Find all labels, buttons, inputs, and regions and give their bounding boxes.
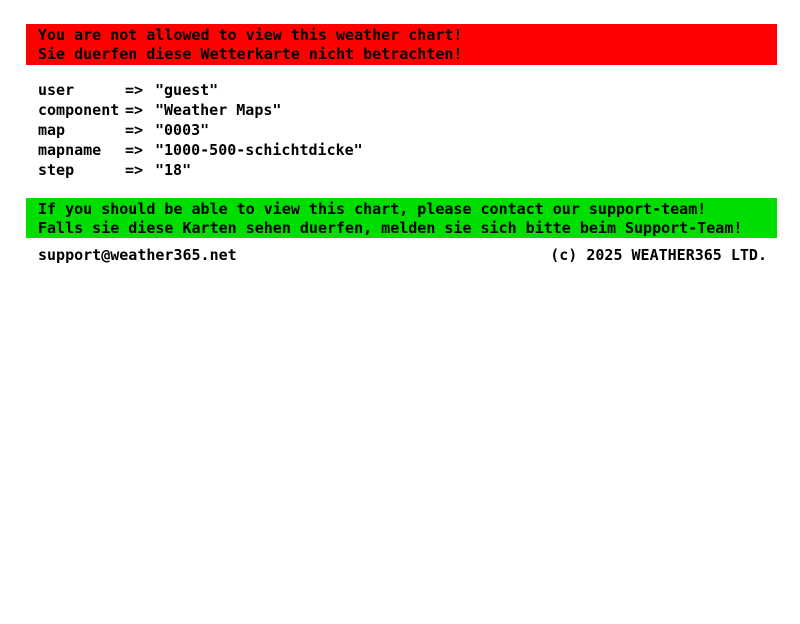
support-info-text-en: If you should be able to view this chart, please contact our support-team!: [38, 200, 707, 218]
copyright-notice: (c) 2025 WEATHER365 LTD.: [550, 246, 767, 264]
detail-key: user: [38, 81, 75, 99]
detail-row-component: [38, 100, 800, 120]
detail-value: "guest": [155, 81, 219, 99]
detail-key: step: [38, 161, 75, 179]
detail-row-user: [38, 80, 800, 100]
detail-row-map: [38, 120, 800, 140]
support-email: support@weather365.net: [38, 246, 237, 264]
detail-value: "0003": [155, 121, 210, 139]
detail-value: "18": [155, 161, 192, 179]
arrow-glyph: =>: [125, 121, 144, 139]
request-details: [38, 80, 800, 180]
arrow-glyph: =>: [125, 101, 144, 119]
detail-row-step: [38, 160, 800, 180]
support-info-banner: [26, 198, 777, 238]
detail-key: mapname: [38, 141, 102, 159]
arrow-glyph: =>: [125, 141, 144, 159]
detail-row-mapname: [38, 140, 800, 160]
access-denied-text-en: You are not allowed to view this weather chart!: [38, 26, 463, 44]
detail-value: "1000-500-schichtdicke": [155, 141, 363, 159]
access-denied-banner: [26, 24, 777, 65]
detail-key: map: [38, 121, 66, 139]
support-info-text-de: Falls sie diese Karten sehen duerfen, melden sie sich bitte beim Support-Team!: [38, 219, 743, 237]
arrow-glyph: =>: [125, 161, 144, 179]
detail-key: component: [38, 101, 120, 119]
footer: [38, 246, 767, 265]
access-denied-text-de: Sie duerfen diese Wetterkarte nicht betrachten!: [38, 45, 463, 63]
arrow-glyph: =>: [125, 81, 144, 99]
detail-value: "Weather Maps": [155, 101, 282, 119]
